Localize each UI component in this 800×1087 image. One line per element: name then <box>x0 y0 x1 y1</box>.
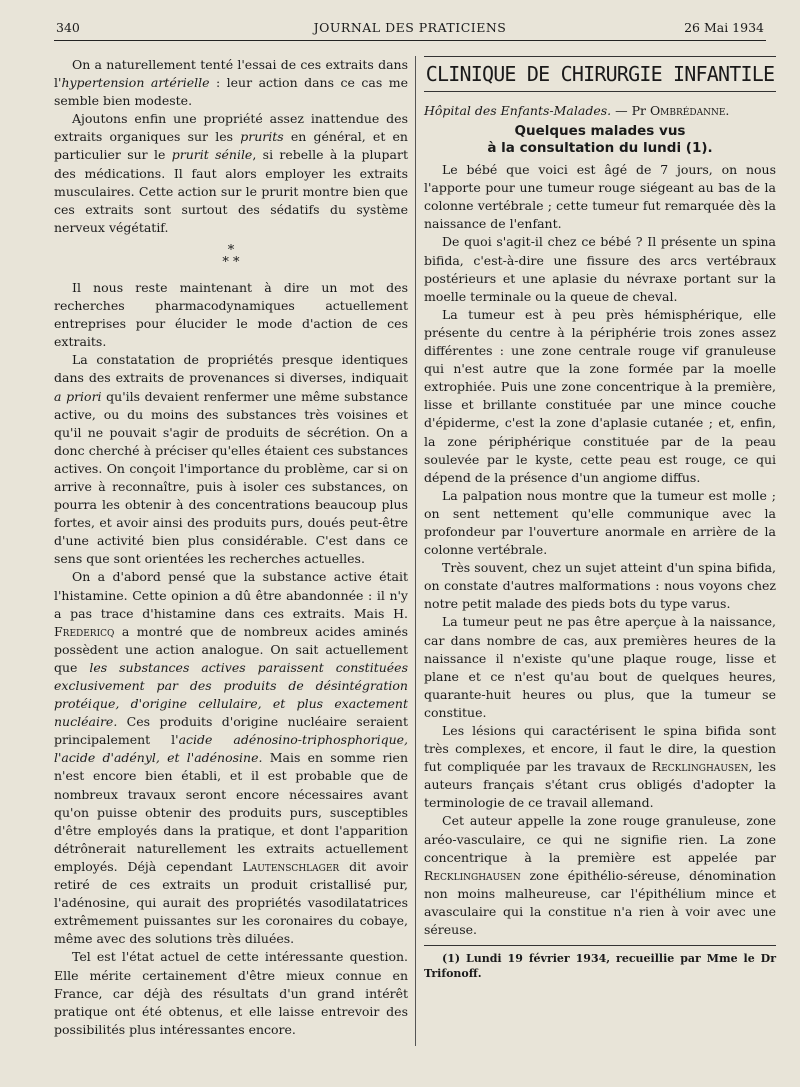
issue-date: 26 Mai 1934 <box>684 20 764 35</box>
running-header <box>54 18 766 41</box>
page-number: 340 <box>56 20 80 35</box>
right-column <box>424 56 776 981</box>
paragraph: Tel est l'état actuel de cette intéressante question. Elle mérite certainement d'être mieux connue en France, car déjà des résultats d'un grand intérêt pratique ont été obtenus, et elle laisse entrevoir des possibilités plus intéressantes encore. <box>54 949 408 1037</box>
left-column <box>54 56 408 1039</box>
lecture-title: Quelques malades vus à la consultation du lundi (1). <box>487 123 713 157</box>
section-separator: * * * <box>222 242 240 270</box>
footnote-rule <box>424 945 776 981</box>
paragraph: Très souvent, chez un sujet atteint d'un spina bifida, on constate d'autres malformations : nous voyons chez notre petit malade des pieds bots du type varus. <box>424 560 776 612</box>
footnote: (1) Lundi 19 février 1934, recueillie par Mme le Dr Trifonoff. <box>424 952 776 981</box>
column-divider <box>415 56 416 1046</box>
paragraph: La tumeur peut ne pas être aperçue à la naissance, car dans nombre de cas, aux premières heures de la naissance il n'existe qu'une plaque rouge, lisse et plane et ce n'est qu'au bout de quelques heures, quarante-huit heures ou plus, que la tumeur se constitue. <box>424 614 776 720</box>
paragraph: Cet auteur appelle la zone rouge granuleuse, zone aréo-vasculaire, ce qui ne signifie rien. La zone concentrique à la première est appelée par Recklinghausen zone épithélio-séreuse, dénomination non moins malheureuse, car l'épithélium mince et avasculaire qui la constitue n'a rien à voir avec une séreuse. <box>424 813 776 938</box>
paragraph: La palpation nous montre que la tumeur est molle ; on sent nettement qu'elle communique avec la profondeur par l'ouverture anormale en arrière de la colonne vertébrale. <box>424 487 776 558</box>
paragraph: La constatation de propriétés presque identiques dans des extraits de provenances si diverses, indiquait a priori qu'ils devaient renfermer une même substance active, ou du moins des substances très voisines et qu'il ne pouvait s'agir de produits de sécrétion. On a donc cherché à préciser qu'elles étaient ces substances actives. On conçoit l'importance du problème, car si on arrive à reconnaître, puis à isoler ces substances, on pourra les obtenir à des concentrations beaucoup plus fortes, et avoir ainsi des produits purs, doués peut-être d'une activité bien plus considérable. C'est dans ce sens que sont orientées les recherches actuelles. <box>54 352 408 567</box>
paragraph: On a d'abord pensé que la substance active était l'histamine. Cette opinion a dû être abandonnée : il n'y a pas trace d'histamine dans ces extraits. Mais H. Fredericq a montré que de nombreux acides aminés possèdent une action analogue. On sait actuellement que les substances actives paraissent constituées exclusivement par des produits de désintégration protéique, d'origine cellulaire, et plus exactement nucléaire. Ces produits d'origine nucléaire seraient principalement l'acide adénosino-triphosphorique, l'acide d'adényl, et l'adénosine. Mais en somme rien n'est encore bien établi, et il est probable que de nombreux travaux seront encore nécessaires avant qu'on puisse obtenir des produits purs, susceptibles d'être employés dans la pratique, et dont l'apparition détrônerait naturellement les extraits actuellement employés. Déjà cependant Lautenschlager dit avoir retiré de ces extraits un produit cristallisé pur, l'adénosine, qui aurait des propriétés vasodilatatrices extrêmement puissantes sur les coronaires du cobaye, même avec des solutions très diluées. <box>54 569 409 947</box>
journal-title: JOURNAL DES PRATICIENS <box>313 20 507 35</box>
paragraph: De quoi s'agit-il chez ce bébé ? Il présente un spina bifida, c'est-à-dire une fissure des arcs vertébraux postérieurs et une aplasie du névraxe portant sur la moelle terminale ou la queue de cheval. <box>424 234 776 304</box>
paragraph: Les lésions qui caractérisent le spina bifida sont très complexes, et encore, il faut le dire, la question fut compliquée par les travaux de Recklinghausen, les auteurs français s'étant crus obligés d'adopter la terminologie de ce travail allemand. <box>424 723 776 811</box>
hospital-line: Hôpital des Enfants-Malades. — Pr Ombrédanne. <box>424 103 730 118</box>
paragraph: On a naturellement tenté l'essai de ces extraits dans l'hypertension artérielle : leur action dans ce cas me semble bien modeste. <box>54 57 408 109</box>
paragraph: Le bébé que voici est âgé de 7 jours, on nous l'apporte pour une tumeur rouge siégeant au bas de la colonne vertébrale ; cette tumeur fut remarquée dès la naissance de l'enfant. <box>424 162 776 232</box>
section-title: CLINIQUE DE CHIRURGIE INFANTILE <box>424 56 776 92</box>
paragraph: Ajoutons enfin une propriété assez inattendue des extraits organiques sur les prurits en général, et en particulier sur le prurit sénile, si rebelle à la plupart des médications. Il faut alors employer les extraits musculaires. Cette action sur le prurit montre bien que ces extraits sont surtout des sédatifs du système nerveux végétatif. <box>54 111 408 235</box>
paragraph: La tumeur est à peu près hémisphérique, elle présente du centre à la périphérie trois zones assez différentes : une zone centrale rouge vif granuleuse qui n'est autre que la zone formée par la moelle extrophiée. Puis une zone concentrique à la première, lisse et brillante constituée par une mince couche d'épiderme, c'est la zone d'aplasie cutanée ; et, enfin, la zone périphérique constituée par de la peau soulevée par le kyste, cette peau est rouge, ce qui dépend de la présence d'un angiome diffus. <box>424 306 776 485</box>
paragraph: Il nous reste maintenant à dire un mot des recherches pharmacodynamiques actuellement entreprises pour élucider le mode d'action de ces extraits. <box>54 279 408 350</box>
